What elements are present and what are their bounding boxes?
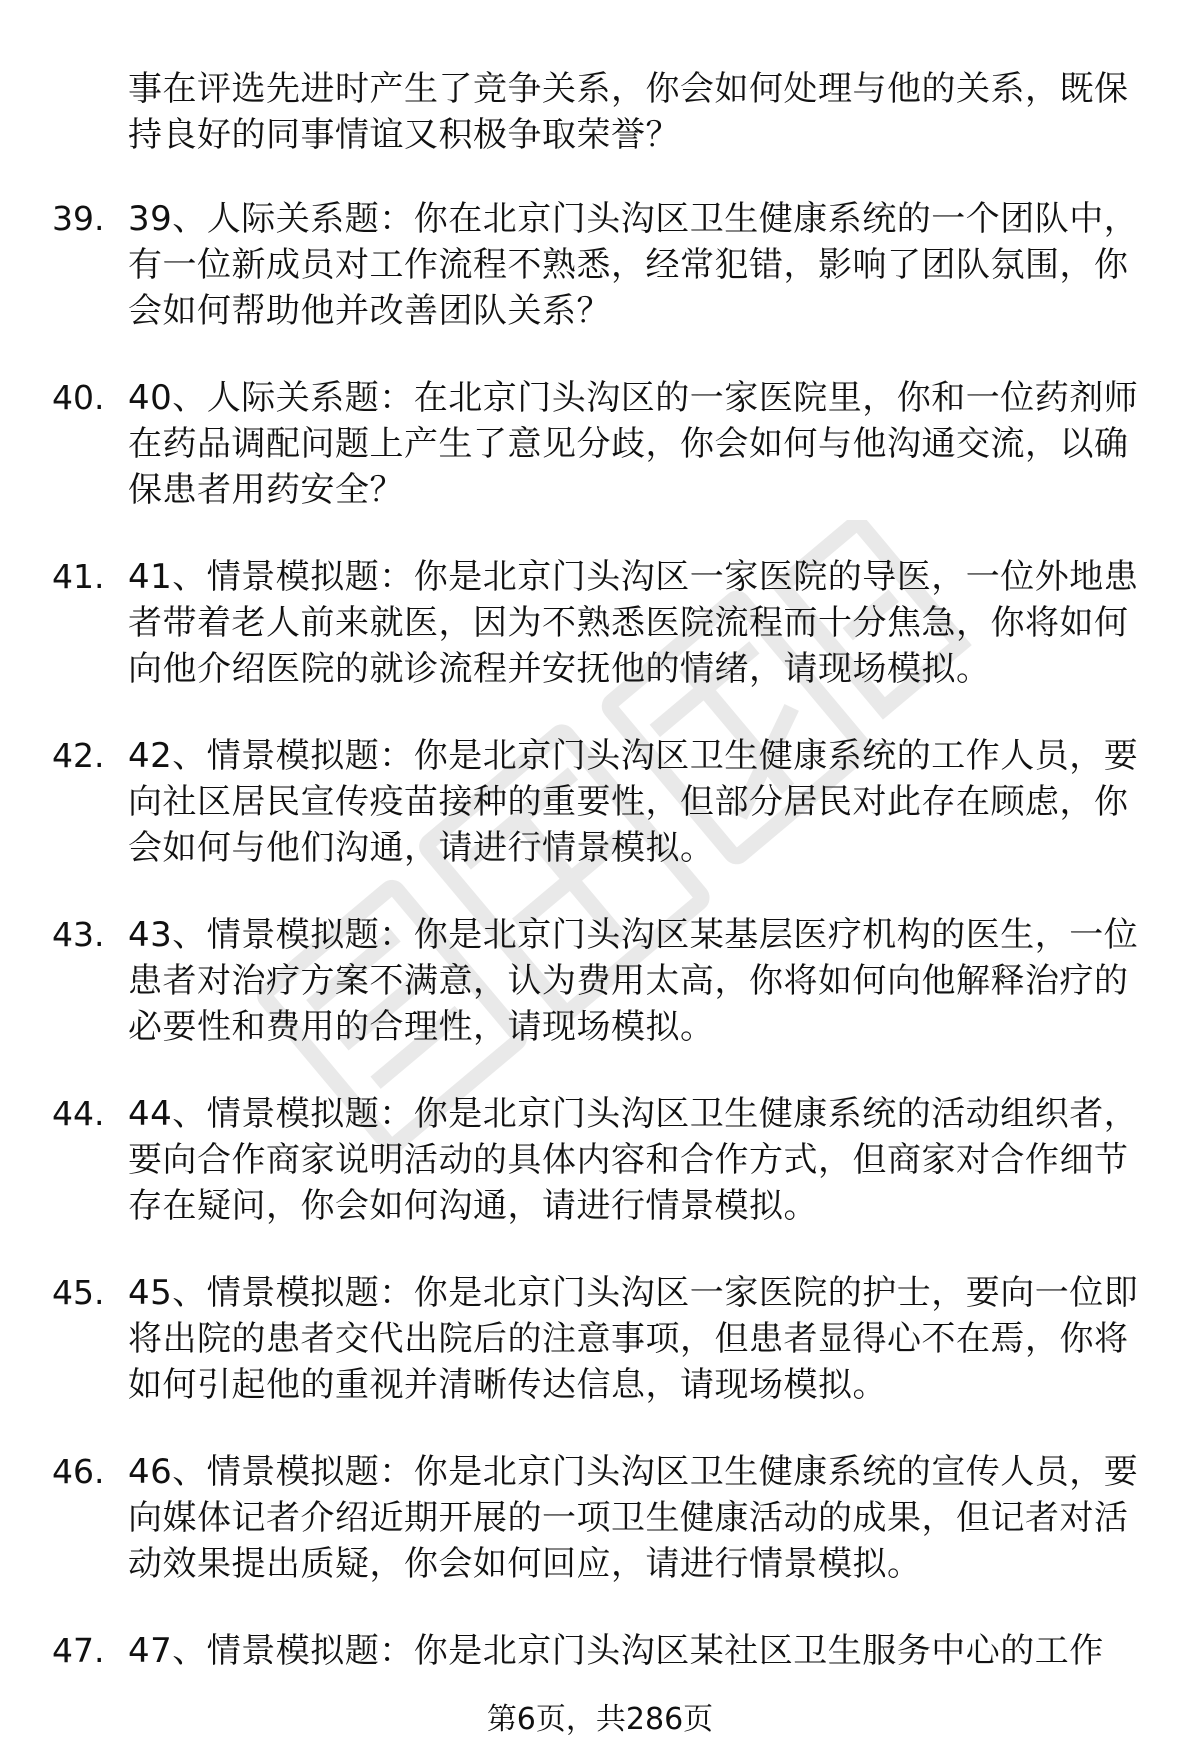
- list-item-continued: [0, 66, 1200, 158]
- question-number: 41.: [52, 557, 105, 596]
- question-number: 47.: [52, 1631, 105, 1670]
- question-text: 46、情景模拟题：你是北京门头沟区卫生健康系统的宣传人员，要向媒体记者介绍近期开展的一项卫生健康活动的成果，但记者对活动效果提出质疑，你会如何回应，请进行情景模拟。: [128, 1452, 1139, 1584]
- list-item: [0, 196, 1200, 334]
- list-item: [0, 733, 1200, 871]
- question-number: 39.: [52, 199, 105, 238]
- question-number: 40.: [52, 378, 105, 417]
- question-number: 43.: [52, 915, 105, 954]
- page-footer: 第6页，共286页: [486, 1702, 714, 1737]
- list-item: [0, 375, 1200, 513]
- question-number: 42.: [52, 736, 105, 775]
- question-number: 45.: [52, 1273, 105, 1312]
- question-text: 40、人际关系题：在北京门头沟区的一家医院里，你和一位药剂师在药品调配问题上产生了意见分歧，你会如何与他沟通交流，以确保患者用药安全？: [128, 378, 1139, 510]
- question-text: 47、情景模拟题：你是北京门头沟区某社区卫生服务中心的工作: [128, 1631, 1104, 1671]
- question-text: 39、人际关系题：你在北京门头沟区卫生健康系统的一个团队中，有一位新成员对工作流程不熟悉，经常犯错，影响了团队氛围，你会如何帮助他并改善团队关系？: [128, 199, 1139, 331]
- question-number: 46.: [52, 1452, 105, 1491]
- list-item: [0, 1270, 1200, 1408]
- list-item: [0, 1628, 1200, 1674]
- list-item: [0, 912, 1200, 1050]
- list-item: [0, 1449, 1200, 1587]
- question-number: 44.: [52, 1094, 105, 1133]
- question-text: 45、情景模拟题：你是北京门头沟区一家医院的护士，要向一位即将出院的患者交代出院后的注意事项，但患者显得心不在焉，你将如何引起他的重视并清晰传达信息，请现场模拟。: [128, 1273, 1139, 1405]
- list-item: [0, 1091, 1200, 1229]
- continued-question-text: 事在评选先进时产生了竞争关系，你会如何处理与他的关系，既保持良好的同事情谊又积极争取荣誉？: [128, 69, 1129, 155]
- question-list: [0, 66, 1200, 1674]
- question-text: 42、情景模拟题：你是北京门头沟区卫生健康系统的工作人员，要向社区居民宣传疫苗接种的重要性，但部分居民对此存在顾虑，你会如何与他们沟通，请进行情景模拟。: [128, 736, 1139, 868]
- question-text: 43、情景模拟题：你是北京门头沟区某基层医疗机构的医生，一位患者对治疗方案不满意，认为费用太高，你将如何向他解释治疗的必要性和费用的合理性，请现场模拟。: [128, 915, 1139, 1047]
- question-text: 41、情景模拟题：你是北京门头沟区一家医院的导医，一位外地患者带着老人前来就医，因为不熟悉医院流程而十分焦急，你将如何向他介绍医院的就诊流程并安抚他的情绪，请现场模拟。: [128, 557, 1139, 689]
- question-text: 44、情景模拟题：你是北京门头沟区卫生健康系统的活动组织者，要向合作商家说明活动的具体内容和合作方式，但商家对合作细节存在疑问，你会如何沟通，请进行情景模拟。: [128, 1094, 1139, 1226]
- list-item: [0, 554, 1200, 692]
